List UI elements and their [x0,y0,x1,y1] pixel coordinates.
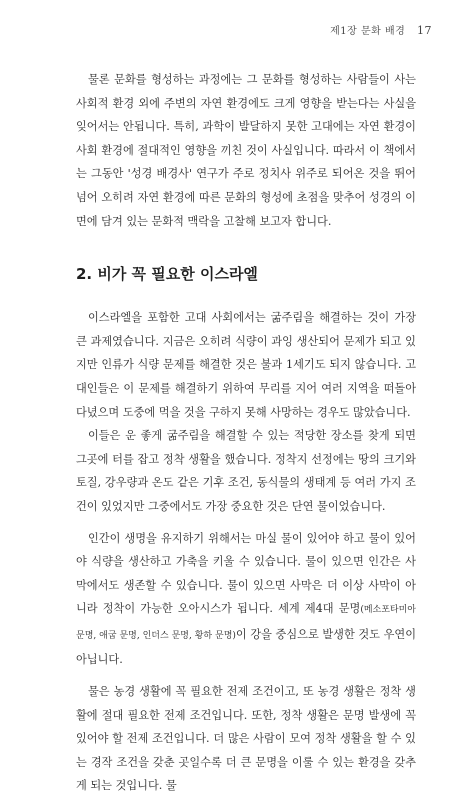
paragraph: 이들은 운 좋게 굶주림을 해결할 수 있는 적당한 장소를 찾게 되면 그곳에 터를 잡고 정착 생활을 했습니다. 정착지 선정에는 땅의 크기와 토질, 강우량과 온도 같은 기후 조건, 동식물의 생태계 등 여러 가지 조건이 있었지만 그중에서도 가장 중요한 것은 단연 물이었습니다. [76,429,416,513]
paragraph-text-tail: 이 강을 중심으로 발생한 것도 우연이 아닙니다. [76,627,417,667]
paragraph-gap [76,672,416,680]
page-body [76,68,416,798]
paragraph: 물론 문화를 형성하는 과정에는 그 문화를 형성하는 사람들이 사는 사회적 환경 외에 주변의 자연 환경에도 크게 영향을 받는다는 사실을 잊어서는 안됩니다. 특히, 과학이 발달하지 못한 고대에는 자연 환경이 사회 환경에 절대적인 영향을 끼친 것이 사실입니다. 따라서 이 책에서는 그동안 '성경 배경사' 연구가 주로 정치사 위주로 되어온 것을 뛰어넘어 오히려 자연 환경에 따른 문화의 형성에 초점을 맞추어 성경의 이면에 담겨 있는 문화적 맥락을 고찰해 보고자 합니다. [76,73,416,228]
paragraph-gap [76,519,416,527]
page-number: 17 [417,24,432,37]
paragraph: 이스라엘을 포함한 고대 사회에서는 굶주림을 해결하는 것이 가장 큰 과제였습니다. 지금은 오히려 식량이 과잉 생산되어 문제가 되고 있지만 인류가 식량 문제를 해결한 것은 불과 1세기도 되지 않습니다. 고대인들은 이 문제를 해결하기 위하여 무리를 지어 여러 지역을 떠돌아다녔으며 도중에 먹을 것을 구하지 못해 사망하는 경우도 많았습니다. [76,311,416,419]
section-heading: 2. 비가 꼭 필요한 이스라엘 [76,265,258,284]
parenthetical-note: (메소포타미아 문명, 애굽 문명, 인더스 문명, 황하 문명) [76,605,416,641]
paragraph-text: 인간이 생명을 유지하기 위해서는 마실 물이 있어야 하고 물이 있어야 식량을 생산하고 가축을 키울 수 있습니다. 물이 있으면 인간은 사막에서도 생존할 수 있습니다. 물이 있으면 사막은 더 이상 사막이 아니라 정착이 가능한 오아시스가 됩니다. 세계 제4대 문명 [76,531,416,616]
chapter-title: 제1장 문화 배경 [330,26,406,37]
paragraph: 물은 농경 생활에 꼭 필요한 전제 조건이고, 또 농경 생활은 정착 생활에 절대 필요한 전제 조건입니다. 또한, 정착 생활은 문명 발생에 꼭 있어야 할 전제 조건입니다. 더 많은 사람이 모여 정착 생활을 할 수 있는 경작 조건을 갖춘 곳일수록 더 큰 문명을 이룰 수 있는 환경을 갖추게 되는 것입니다. 물 [76,685,416,793]
running-header [330,22,432,37]
paragraph [76,527,416,673]
